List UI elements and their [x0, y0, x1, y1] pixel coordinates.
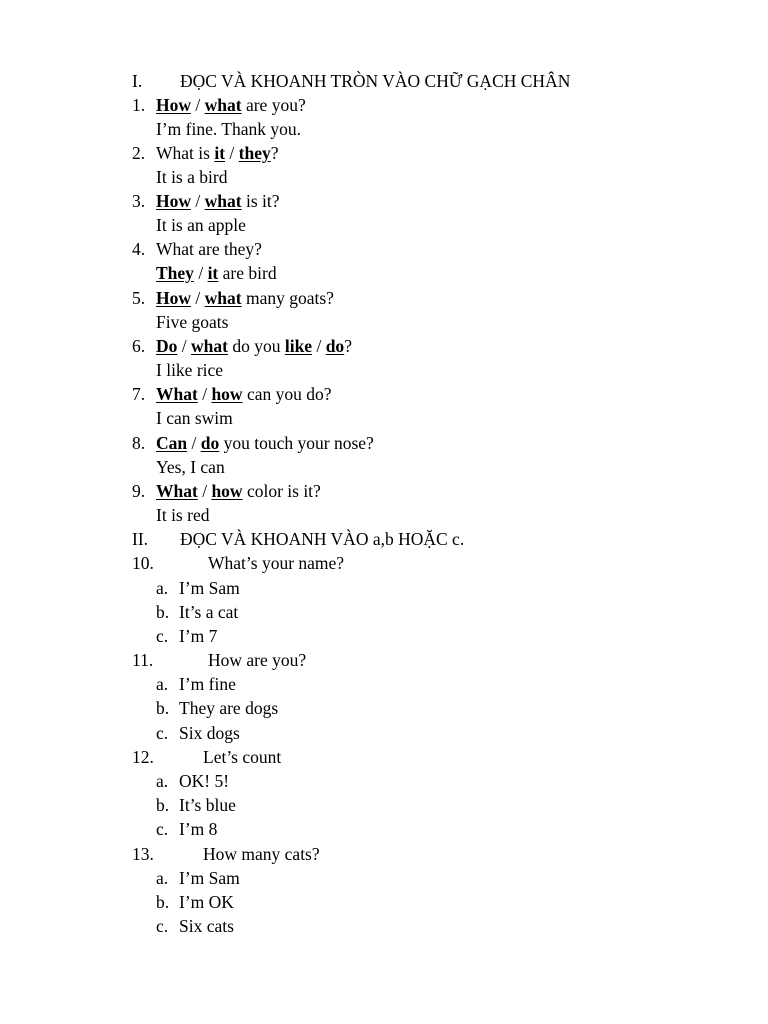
question-number: 6. [132, 336, 146, 356]
question-text: How are you? [208, 650, 307, 670]
question-text: ? [270, 143, 279, 163]
question-number: 9. [132, 481, 146, 501]
underlined-choice[interactable]: it [207, 263, 219, 283]
underlined-choice[interactable]: how [211, 384, 243, 404]
underlined-choice[interactable]: do [325, 336, 345, 356]
separator: / [191, 288, 205, 308]
underlined-choice[interactable]: How [156, 191, 191, 211]
separator: / [177, 336, 192, 356]
underlined-choice[interactable]: what [204, 288, 242, 308]
underlined-choice[interactable]: They [156, 263, 194, 283]
underlined-choice[interactable]: How [156, 95, 191, 115]
answer-text: Yes, I can [156, 457, 225, 477]
option-letter: b. [156, 602, 170, 622]
question-number: 7. [132, 384, 146, 404]
option-letter: c. [156, 819, 169, 839]
section-marker: I. [132, 71, 143, 91]
separator: / [191, 95, 205, 115]
question-text: What are they? [156, 239, 262, 259]
option-letter: b. [156, 892, 170, 912]
underlined-choice[interactable]: what [191, 336, 228, 356]
question-text: How many cats? [203, 844, 320, 864]
answer-text: Five goats [156, 312, 229, 332]
question-text: can you do? [242, 384, 332, 404]
underlined-choice[interactable]: Can [156, 433, 188, 453]
option-text: Six cats [179, 916, 234, 936]
separator: / [312, 336, 326, 356]
answer-text: are bird [218, 263, 277, 283]
separator: / [197, 481, 212, 501]
option-text: I’m 7 [179, 626, 218, 646]
question-number: 4. [132, 239, 146, 259]
question-text: many goats? [241, 288, 334, 308]
separator: / [191, 191, 205, 211]
option-text: I’m fine [179, 674, 236, 694]
option-letter: b. [156, 795, 170, 815]
question-text: What is [156, 143, 215, 163]
option-letter: b. [156, 698, 170, 718]
question-text: What’s your name? [208, 553, 345, 573]
answer-text: I can swim [156, 408, 233, 428]
option-text: They are dogs [179, 698, 279, 718]
option-text: I’m OK [179, 892, 234, 912]
answer-text: I like rice [156, 360, 224, 380]
option-letter: c. [156, 916, 169, 936]
answer-text: It is a bird [156, 167, 228, 187]
option-text: It’s blue [179, 795, 236, 815]
question-text: you touch your nose? [219, 433, 374, 453]
underlined-choice[interactable]: it [214, 143, 226, 163]
option-text: I’m Sam [179, 578, 240, 598]
question-number: 10. [132, 553, 154, 573]
question-text: do you [227, 336, 285, 356]
question-text: are you? [241, 95, 306, 115]
answer-text: It is an apple [156, 215, 246, 235]
option-text: I’m Sam [179, 868, 240, 888]
separator: / [225, 143, 239, 163]
question-text: Let’s count [203, 747, 282, 767]
underlined-choice[interactable]: What [156, 481, 198, 501]
option-text: OK! 5! [179, 771, 230, 791]
question-number: 12. [132, 747, 154, 767]
option-letter: c. [156, 626, 169, 646]
section-marker: II. [132, 529, 149, 549]
option-text: It’s a cat [179, 602, 239, 622]
question-text: ? [344, 336, 352, 356]
underlined-choice[interactable]: how [211, 481, 243, 501]
underlined-choice[interactable]: they [238, 143, 271, 163]
question-number: 5. [132, 288, 146, 308]
answer-text: It is red [156, 505, 210, 525]
option-letter: a. [156, 674, 169, 694]
underlined-choice[interactable]: what [204, 191, 242, 211]
underlined-choice[interactable]: do [200, 433, 220, 453]
question-number: 2. [132, 143, 146, 163]
underlined-choice[interactable]: Do [156, 336, 178, 356]
option-letter: a. [156, 578, 169, 598]
option-text: I’m 8 [179, 819, 218, 839]
underlined-choice[interactable]: How [156, 288, 191, 308]
underlined-choice[interactable]: What [156, 384, 198, 404]
option-letter: c. [156, 723, 169, 743]
question-text: is it? [241, 191, 280, 211]
question-text: color is it? [242, 481, 321, 501]
question-number: 1. [132, 95, 146, 115]
question-number: 3. [132, 191, 146, 211]
section-title: ĐỌC VÀ KHOANH VÀO a,b HOẶC c. [180, 529, 465, 549]
option-text: Six dogs [179, 723, 240, 743]
separator: / [187, 433, 201, 453]
separator: / [193, 263, 208, 283]
option-letter: a. [156, 868, 169, 888]
question-number: 13. [132, 844, 154, 864]
separator: / [197, 384, 212, 404]
question-number: 11. [132, 650, 154, 670]
underlined-choice[interactable]: like [284, 336, 313, 356]
question-number: 8. [132, 433, 146, 453]
answer-text: I’m fine. Thank you. [156, 119, 301, 139]
option-letter: a. [156, 771, 169, 791]
underlined-choice[interactable]: what [204, 95, 242, 115]
section-title: ĐỌC VÀ KHOANH TRÒN VÀO CHỮ GẠCH CHÂN [180, 71, 571, 91]
